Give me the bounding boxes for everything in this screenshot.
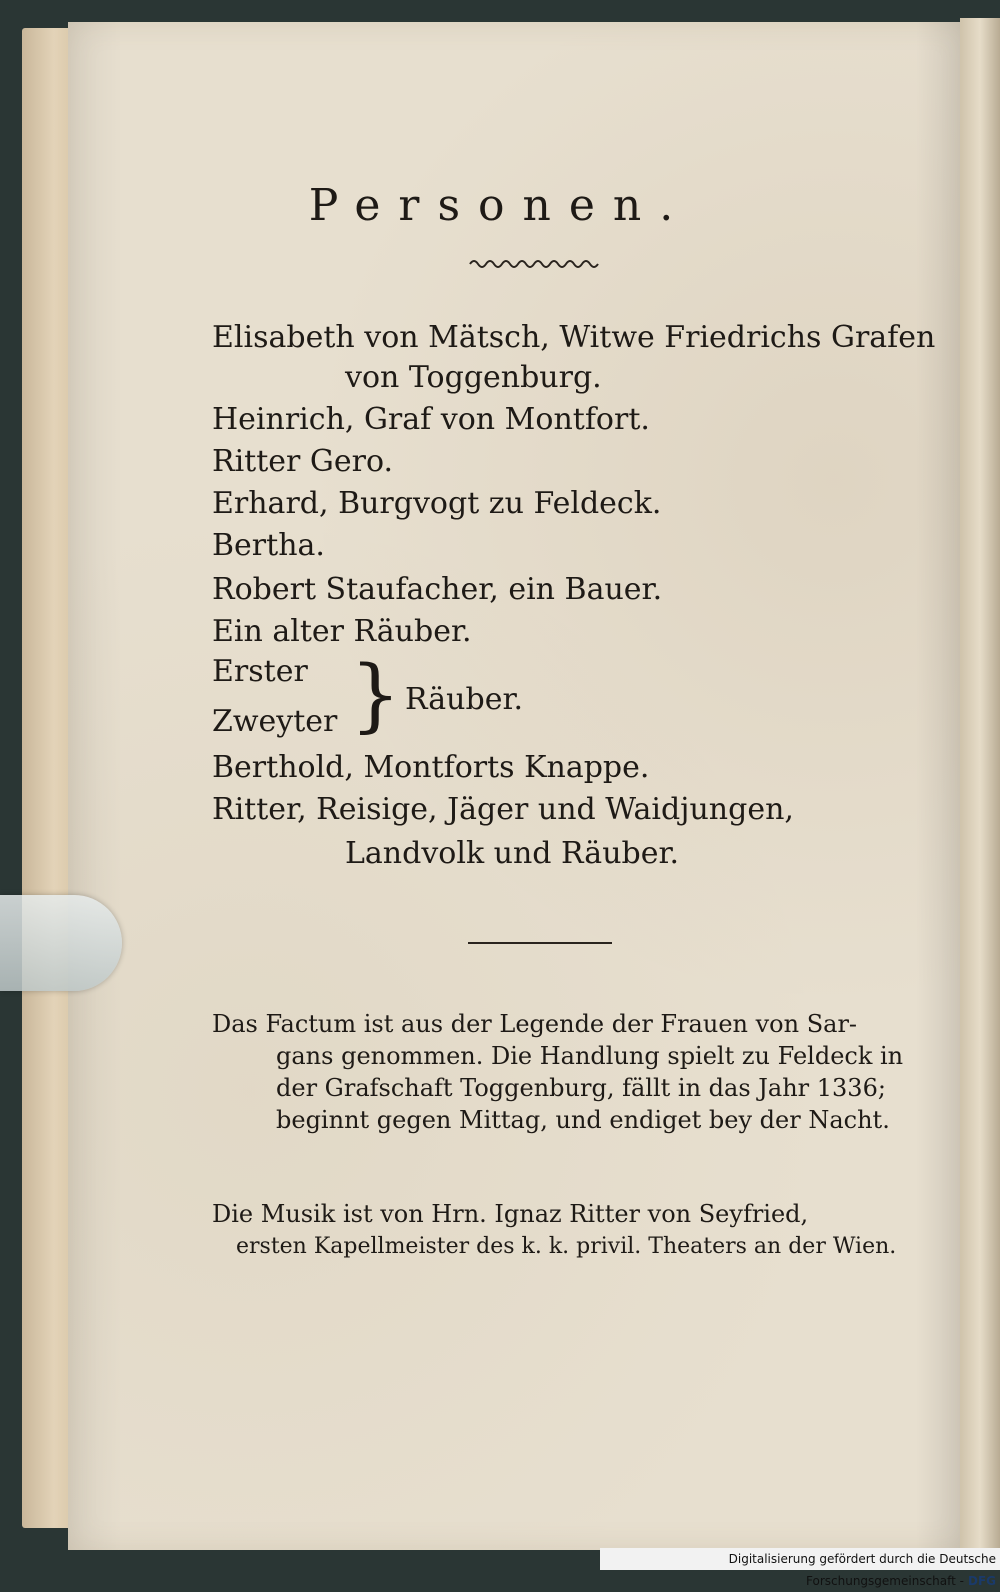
cast-line: Elisabeth von Mätsch, Witwe Friedrichs Grafen (212, 320, 936, 355)
book-page (68, 22, 970, 1550)
cast-line: von Toggenburg. (345, 360, 602, 395)
cast-group-label: Räuber. (405, 682, 524, 717)
divider-rule (468, 942, 612, 944)
note-line: der Grafschaft Toggenburg, fällt in das Jahr 1336; (276, 1074, 886, 1102)
next-page-edge (960, 18, 1000, 1558)
cast-line: Landvolk und Räuber. (345, 836, 680, 871)
note-line: ersten Kapellmeister des k. k. privil. Theaters an der Wien. (236, 1234, 897, 1259)
brace-symbol: } (350, 648, 401, 741)
cast-line: Berthold, Montforts Knappe. (212, 750, 650, 785)
cast-line: Ein alter Räuber. (212, 614, 472, 649)
cast-line: Erhard, Burgvogt zu Feldeck. (212, 486, 662, 521)
note-line: gans genommen. Die Handlung spielt zu Feldeck in (276, 1042, 904, 1070)
note-line: Das Factum ist aus der Legende der Frauen von Sar- (212, 1010, 858, 1038)
cast-line: Zweyter (212, 704, 338, 739)
note-line: Die Musik ist von Hrn. Ignaz Ritter von Seyfried, (212, 1200, 809, 1228)
cast-line: Robert Staufacher, ein Bauer. (212, 572, 663, 607)
cast-line: Heinrich, Graf von Montfort. (212, 402, 650, 437)
credit-text: Digitalisierung gefördert durch die Deutsche Forschungsgemeinschaft - (728, 1552, 996, 1588)
note-line: beginnt gegen Mittag, und endiget bey der Nacht. (276, 1106, 890, 1134)
cast-line: Ritter, Reisige, Jäger und Waidjungen, (212, 792, 794, 827)
ornament-squiggle (468, 256, 600, 272)
cast-line: Ritter Gero. (212, 444, 394, 479)
cast-line: Bertha. (212, 528, 325, 563)
page-heading: Personen. (308, 180, 692, 231)
dfg-logo: DFG (967, 1574, 996, 1588)
cast-line: Erster (212, 654, 308, 689)
digitization-credit (600, 1548, 1000, 1588)
page-clip (0, 895, 122, 991)
